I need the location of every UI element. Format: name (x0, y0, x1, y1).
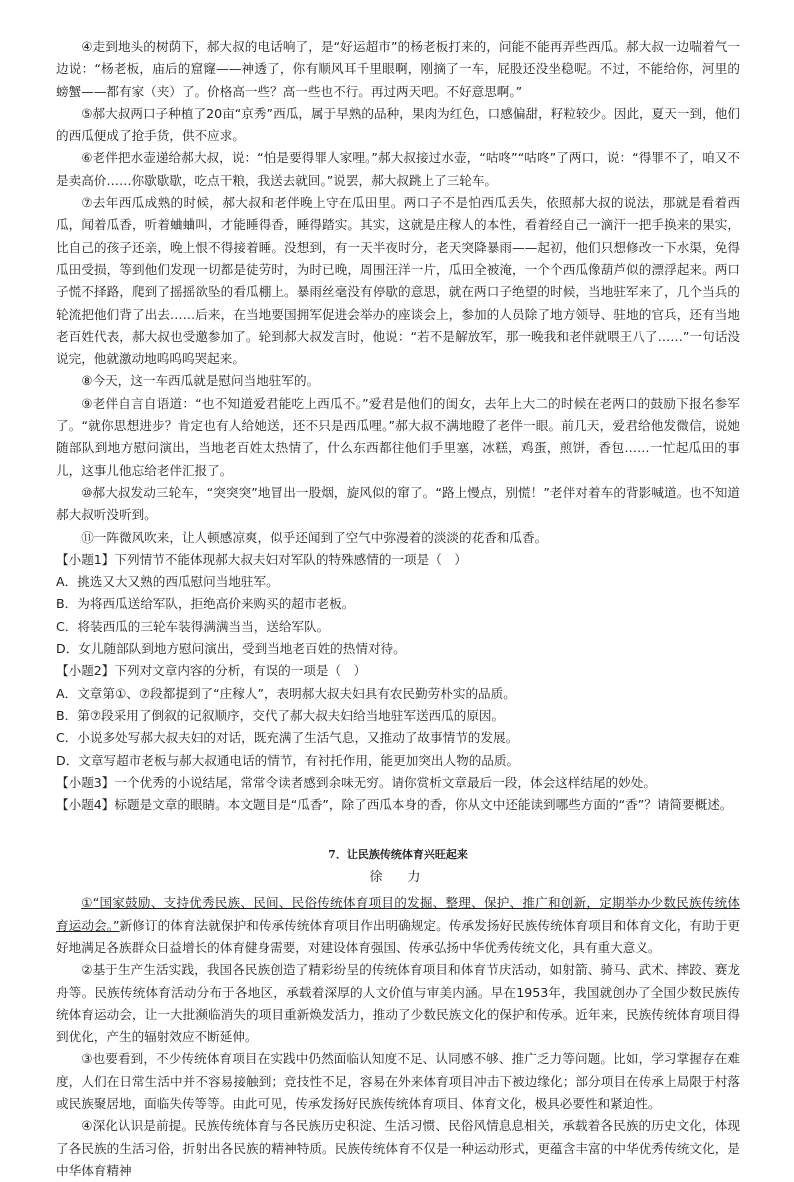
article-paragraph-4: ④深化认识是前提。民族传统体育与各民族历史积淀、生活习惯、民俗风情息息相关，承载着各民族的历史文化，体现了各民族的生活习俗，折射出各民族的精神特质。民族传统体育不仅是一种运动形式，更蕴含丰富的中华优秀传统文化，是中华体育精神 (56, 1118, 740, 1178)
question-1-stem: 【小题1】下列情节不能体现郝大叔夫妇对军队的特殊感情的一项是（ ） (56, 551, 468, 567)
story-paragraph-9: ⑨老伴自言自语道：“也不知道爱君能吃上西瓜不。”爱君是他们的闺女，去年上大二的时候在老两口的鼓励下报名参军了。“就你思想进步？肯定也有人给她送，还不只是西瓜哩。”郝大叔不满地瞪了老伴一眼。前几天，爱君给他发微信，说她随部队到地方慰问演出，当地老百姓太热情了，什么东西都往他们手里塞，冰糕，鸡蛋，煎饼，香包……一忙起瓜田的事儿，这事儿他忘给老伴汇报了。 (56, 395, 740, 478)
document-page (56, 36, 740, 1182)
question-1-option-c: C．将装西瓜的三轮车装得满满当当，送给军队。 (56, 618, 330, 634)
story-paragraph-6: ⑥老伴把水壶递给郝大叔，说：“怕是要得罪人家哩。”郝大叔接过水壶，“咕咚”“咕咚”了两口，说：“得罪不了，咱又不是卖高价……你歇歇歇，吃点干粮，我送去就回。”说罢，郝大叔跳上了三轮车。 (56, 150, 740, 188)
article-paragraph-1 (56, 892, 740, 959)
article-author: 徐 力 (369, 870, 427, 886)
question-3: 【小题3】一个优秀的小说结尾，常常令读者感到余味无穷。请你赏析文章最后一段，体会这样结尾的妙处。 (56, 774, 656, 790)
story-paragraph-8: ⑧今天，这一车西瓜就是慰问当地驻军的。 (81, 373, 320, 389)
questions (56, 549, 740, 817)
question-2-stem: 【小题2】下列对文章内容的分析，有误的一项是（ ） (56, 663, 367, 679)
article-paragraph-3: ③也要看到，不少传统体育项目在实践中仍然面临认知度不足、认同感不够、推广乏力等问题。比如，学习掌握存在难度，人们在日常生活中并不容易接触到；竞技性不足，容易在外来体育项目冲击下被边缘化；部分项目在传承上局限于村落或民族聚居地，面临失传等等。由此可见，传承发扬好民族传统体育项目、体育文化，极具必要性和紧迫性。 (56, 1051, 740, 1112)
story-paragraph-11: ⑪一阵微风吹来，让人顿感凉爽，似乎还闻到了空气中弥漫着的淡淡的花香和瓜香。 (81, 529, 548, 545)
question-2-option-b: B．第⑦段采用了倒叙的记叙顺序，交代了郝大叔夫妇给当地驻军送西瓜的原因。 (56, 707, 505, 723)
question-2-option-c: C．小说多处写郝大叔夫妇的对话，既充满了生活气息，又推动了故事情节的发展。 (56, 730, 519, 746)
article-body (56, 892, 740, 1182)
question-1-option-d: D．女儿随部队到地方慰问演出，受到当地老百姓的热情对待。 (56, 641, 406, 657)
question-4: 【小题4】标题是文章的眼睛。本文题目是“瓜香”，除了西瓜本身的香，你从文中还能读到哪些方面的“香”？请简要概述。 (56, 797, 733, 813)
law-quote-underlined: ①“国家鼓励、支持优秀民族、民间、民俗传统体育项目的发掘、整理、保护、推广和创新，定期举办少数民族传统体育运动会。” (56, 895, 740, 933)
story-paragraph-5: ⑤郝大叔两口子种植了20亩“京秀”西瓜，属于早熟的品种，果肉为红色，口感偏甜，籽粒较少。因此，夏天一到，他们的西瓜便成了抢手货，供不应求。 (56, 105, 740, 144)
question-2-option-a: A．文章第①、⑦段都提到了“庄稼人”，表明郝大叔夫妇具有农民勤劳朴实的品质。 (56, 685, 516, 701)
question-1-option-b: B．为将西瓜送给军队，拒绝高价来购买的超市老板。 (56, 596, 355, 612)
article-paragraph-1-rest: 新修订的体育法就保护和传承传统体育项目作出明确规定。传承发扬好民族传统体育项目和体育文化，有助于更好地满足各族群众日益增长的体育健身需要，对建设体育强国、传承弘扬中华优秀传统文化，具有重大意义。 (56, 917, 741, 955)
question-1-option-a: A．挑选又大又熟的西瓜慰问当地驻军。 (56, 574, 279, 590)
article-title: 7．让民族传统体育兴旺起来 (328, 848, 468, 862)
story-paragraph-10: ⑩郝大叔发动三轮车，“突突突”地冒出一股烟，旋风似的窜了。“路上慢点，别慌！”老伴对着车的背影喊道。也不知道郝大叔听没听到。 (56, 484, 740, 523)
story-paragraph-4: ④走到地头的树荫下，郝大叔的电话响了，是“好运超市”的杨老板打来的，问能不能再弄些西瓜。郝大叔一边喘着气一边说：“杨老板，庙后的窟窿——神透了，你有顺风耳千里眼啊，刚摘了一车，屁股还没坐稳呢。不过，不能给你，河里的螃蟹——都有家（夹）了。价格高一些？高一些也不行。再过两天吧。不好意思啊。” (56, 39, 740, 99)
article-paragraph-2: ②基于生产生活实践，我国各民族创造了精彩纷呈的传统体育项目和体育节庆活动，如射箭、骑马、武术、摔跤、赛龙舟等。民族传统体育活动分布于各地区，承载着深厚的人文价值与审美内涵。早在1953年，我国就创办了全国少数民族传统体育运动会，让一大批濒临消失的项目重新焕发活力，推动了少数民族文化的保护和传承。近年来，民族传统体育项目得到优化，产生的辐射效应不断延伸。 (56, 962, 740, 1045)
story-body (56, 36, 740, 549)
question-2-option-d: D．文章写超市老板与郝大叔通电话的情节，有衬托作用，能更加突出人物的品质。 (56, 752, 520, 768)
story-paragraph-7: ⑦去年西瓜成熟的时候，郝大叔和老伴晚上守在瓜田里。两口子不是怕西瓜丢失，依照郝大叔的说法，那就是看着西瓜，闻着瓜香，听着蛐蛐叫，才能睡得香，睡得踏实。其实，这就是庄稼人的本性，看着经自己一滴汗一把手换来的果实，比自己的孩子还亲，晚上恨不得接着睡。没想到，有一天半夜时分，老天突降暴雨——起初，他们只想修改一下水渠，免得瓜田受损，等到他们发现一切都是徒劳时，为时已晚，周围汪洋一片，瓜田全被淹，一个个西瓜像葫芦似的漂浮起来。两口子慌不择路，爬到了摇摇欲坠的看瓜棚上。暴雨丝毫没有停歇的意思，就在两口子绝望的时候，当地驻军来了，几个当兵的轮流把他们背了出去……后来，在当地要国拥军促进会举办的座谈会上，参加的人员除了地方领导、驻地的官兵，还有当地老百姓代表，郝大叔也受邀参加了。轮到郝大叔发言时，他说：“若不是解放军，那一晚我和老伴就喂王八了……”一句话没说完，他就激动地呜呜呜哭起来。 (56, 195, 740, 367)
